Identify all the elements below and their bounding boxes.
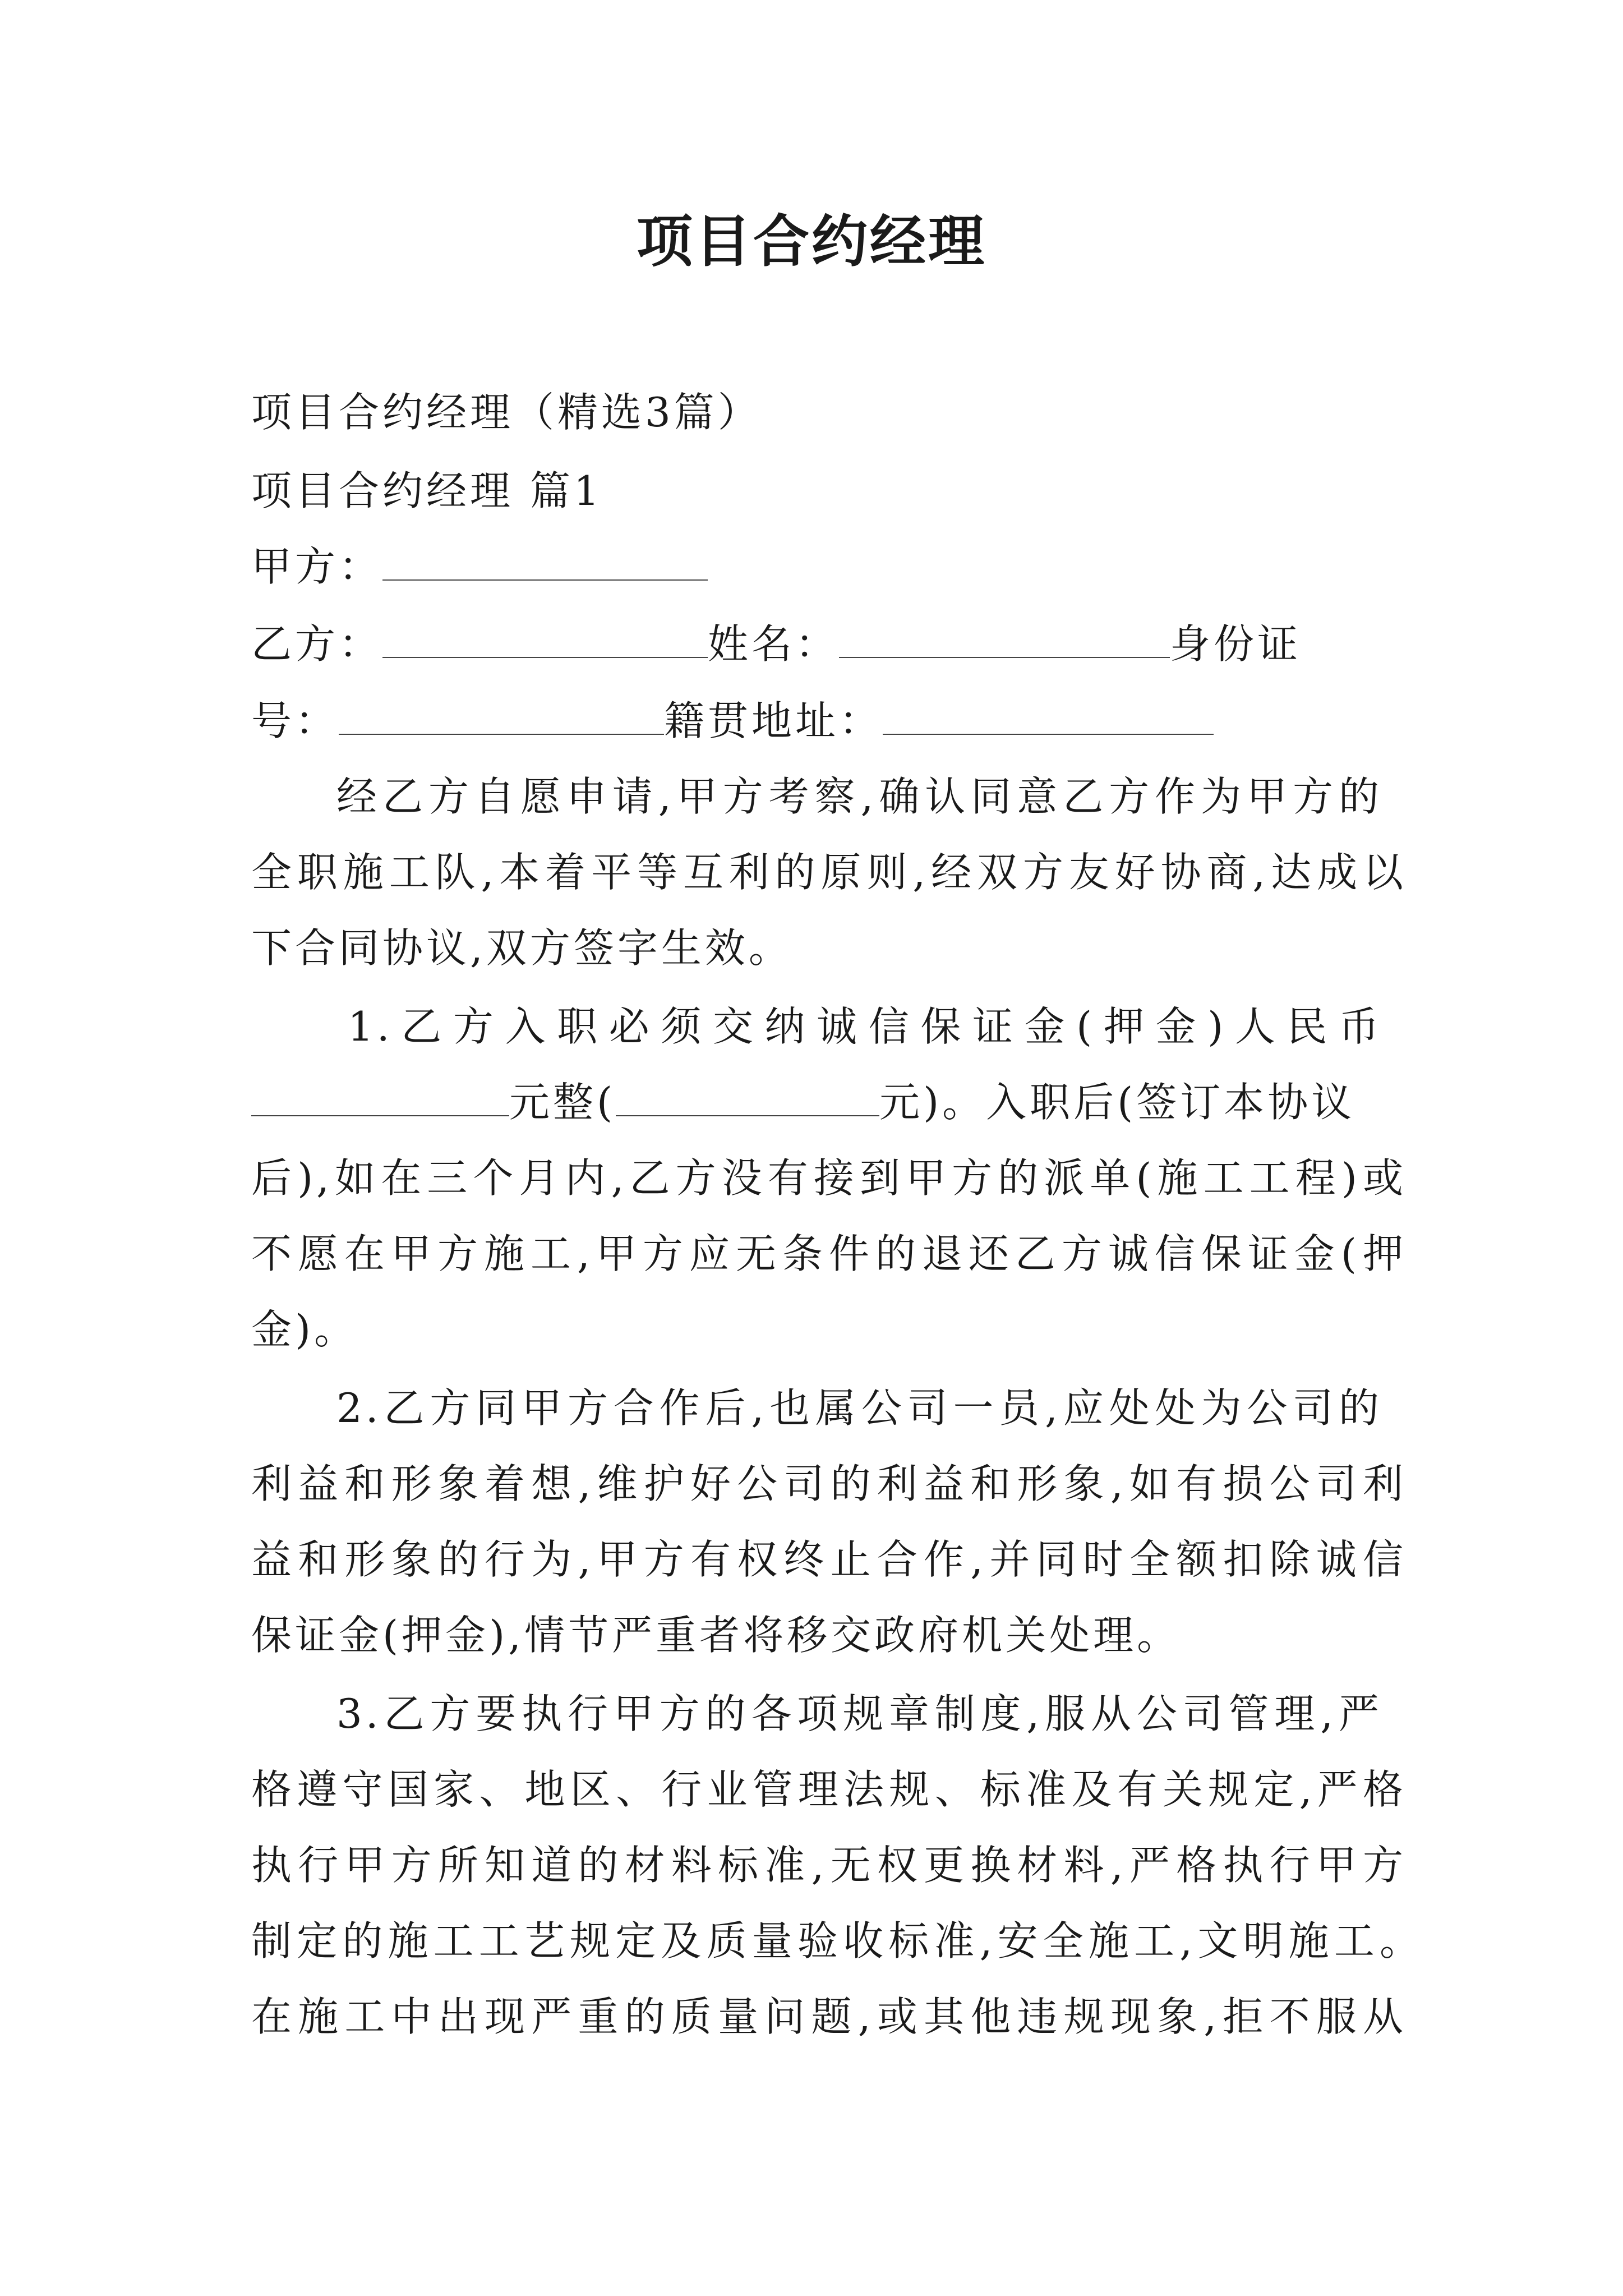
paragraph-line: 经乙方自愿申请,甲方考察,确认同意乙方作为甲方的	[336, 773, 1382, 820]
subtitle-line: 项目合约经理（精选3篇）	[251, 389, 762, 436]
document-title: 项目合约经理	[637, 208, 986, 274]
party-a-blank	[382, 546, 708, 581]
clause-1-line: 金)。	[251, 1306, 358, 1353]
clause-1-text: 元)。入职后(签订本协议	[879, 1079, 1355, 1126]
deposit-blank-1	[251, 1082, 509, 1116]
clause-2-line: 2.乙方同甲方合作后,也属公司一员,应处处为公司的	[336, 1384, 1382, 1432]
clause-3-line: 3.乙方要执行甲方的各项规章制度,服从公司管理,严	[336, 1690, 1382, 1737]
name-label: 姓名：	[708, 620, 840, 668]
party-b-line	[251, 616, 1407, 672]
clause-3-line: 格遵守国家、地区、行业管理法规、标准及有关规定,严格	[251, 1766, 1407, 1813]
id-blank	[339, 700, 664, 735]
clause-3-line: 制定的施工工艺规定及质量验收标准,安全施工,文明施工。	[251, 1917, 1423, 1964]
clause-2-line: 保证金(押金),情节严重者将移交政府机关处理。	[251, 1612, 1181, 1659]
party-b-blank	[382, 623, 708, 658]
clause-1-line: 后),如在三个月内,乙方没有接到甲方的派单(施工工程)或	[251, 1154, 1407, 1202]
clause-1-line	[251, 1074, 1407, 1130]
paragraph-line: 全职施工队,本着平等互利的原则,经双方友好协商,达成以	[251, 849, 1407, 896]
id-label-part1: 身份证	[1170, 620, 1302, 668]
clause-1-text: 元整(	[509, 1079, 616, 1126]
section-heading: 项目合约经理 篇1	[251, 467, 603, 514]
name-blank	[839, 623, 1170, 658]
id-label-part2: 号：	[251, 697, 339, 744]
deposit-blank-2	[616, 1082, 879, 1116]
party-a-line	[251, 539, 1407, 595]
party-a-label: 甲方：	[251, 543, 383, 590]
party-b-label: 乙方：	[251, 620, 383, 668]
paragraph-line: 下合同协议,双方签字生效。	[251, 924, 792, 972]
address-label: 籍贯地址：	[664, 697, 883, 744]
id-line	[251, 693, 1407, 749]
clause-1-line: 不愿在甲方施工,甲方应无条件的退还乙方诚信保证金(押	[251, 1230, 1407, 1277]
clause-2-line: 利益和形象着想,维护好公司的利益和形象,如有损公司利	[251, 1460, 1407, 1507]
address-blank	[883, 700, 1214, 735]
clause-2-line: 益和形象的行为,甲方有权终止合作,并同时全额扣除诚信	[251, 1536, 1407, 1583]
clause-1-line: 1.乙方入职必须交纳诚信保证金(押金)人民币	[348, 1003, 1382, 1050]
clause-3-line: 在施工中出现严重的质量问题,或其他违规现象,拒不服从	[251, 1993, 1407, 2040]
clause-3-line: 执行甲方所知道的材料标准,无权更换材料,严格执行甲方	[251, 1842, 1407, 1889]
